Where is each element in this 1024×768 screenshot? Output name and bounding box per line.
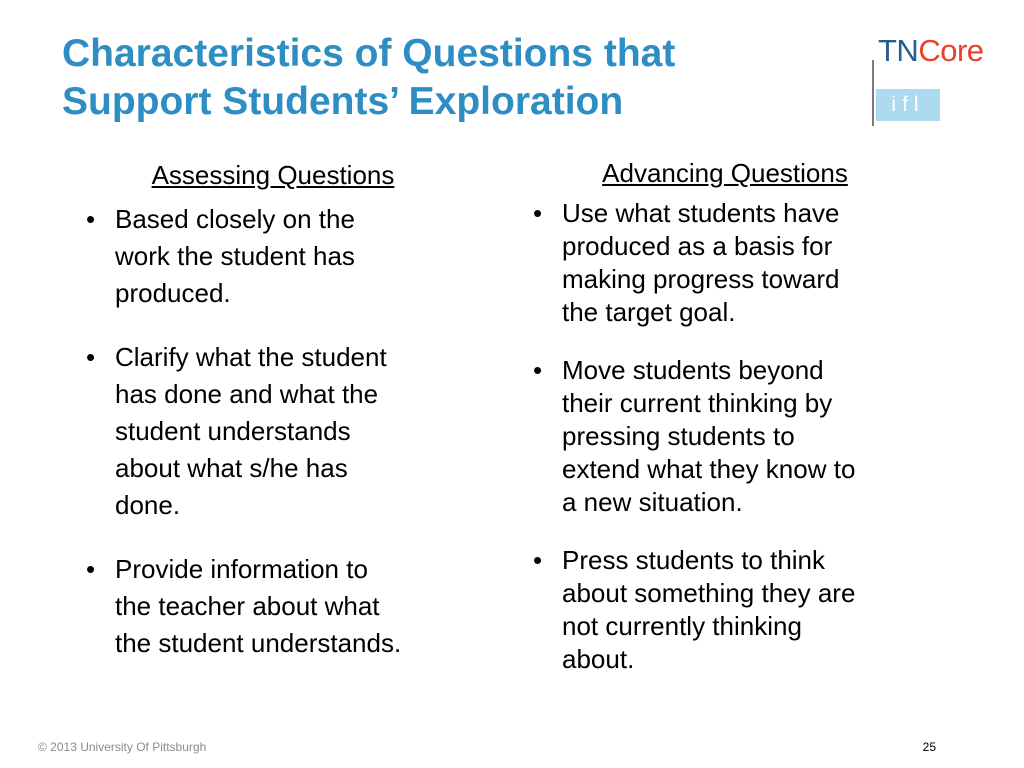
logo-wordmark	[878, 34, 984, 68]
slide-title	[62, 30, 782, 126]
bullet-icon: •	[86, 342, 96, 372]
copyright-footer: © 2013 University Of Pittsburgh	[38, 740, 207, 754]
bullet-line: work the student has	[115, 241, 355, 271]
advancing-questions-heading: Advancing Questions	[602, 158, 848, 188]
bullet-line: about what s/he has	[115, 453, 348, 483]
logo-core-text: Core	[918, 33, 984, 68]
bullet-line: extend what they know to	[562, 454, 856, 484]
bullet-line: about something they are	[562, 578, 856, 608]
title-line-1: Characteristics of Questions that	[62, 32, 676, 75]
bullet-line: the teacher about what	[115, 591, 380, 621]
bullet-line: a new situation.	[562, 487, 743, 517]
bullet-line: not currently thinking	[562, 611, 802, 641]
bullet-line: produced as a basis for	[562, 231, 833, 261]
logo-divider	[872, 60, 874, 126]
bullet-icon: •	[533, 355, 543, 385]
bullet-line: produced.	[115, 278, 231, 308]
list-item	[84, 339, 474, 524]
bullet-line: done.	[115, 490, 181, 520]
logo-tn-text: TN	[878, 33, 919, 68]
bullet-line: Provide information to	[115, 554, 368, 584]
list-item	[531, 544, 921, 676]
assessing-questions-list	[84, 201, 474, 662]
bullet-line: Press students to think	[562, 545, 826, 575]
bullet-line: student understands	[115, 416, 351, 446]
bullet-icon: •	[86, 554, 96, 584]
bullet-line: the student understands.	[115, 628, 402, 658]
bullet-line: Move students beyond	[562, 355, 824, 385]
list-item	[531, 197, 921, 329]
title-line-2: Support Students’ Exploration	[62, 80, 624, 123]
bullet-icon: •	[533, 545, 543, 575]
bullet-line: has done and what the	[115, 379, 379, 409]
page-number: 25	[922, 740, 936, 754]
list-item	[531, 354, 921, 519]
list-item	[84, 201, 474, 312]
bullet-line: Based closely on the	[115, 204, 355, 234]
bullet-line: their current thinking by	[562, 388, 833, 418]
bullet-line: Use what students have	[562, 198, 840, 228]
bullet-line: the target goal.	[562, 297, 736, 327]
bullet-line: pressing students to	[562, 421, 795, 451]
bullet-line: making progress toward	[562, 264, 840, 294]
advancing-questions-list	[531, 197, 921, 676]
bullet-line: about.	[562, 644, 635, 674]
bullet-icon: •	[86, 204, 96, 234]
assessing-questions-heading: Assessing Questions	[151, 160, 395, 190]
list-item	[84, 551, 474, 662]
bullet-line: Clarify what the student	[115, 342, 387, 372]
bullet-icon: •	[533, 198, 543, 228]
logo-ifl-box: ifl	[876, 89, 940, 121]
tncore-ifl-logo	[872, 28, 1012, 128]
